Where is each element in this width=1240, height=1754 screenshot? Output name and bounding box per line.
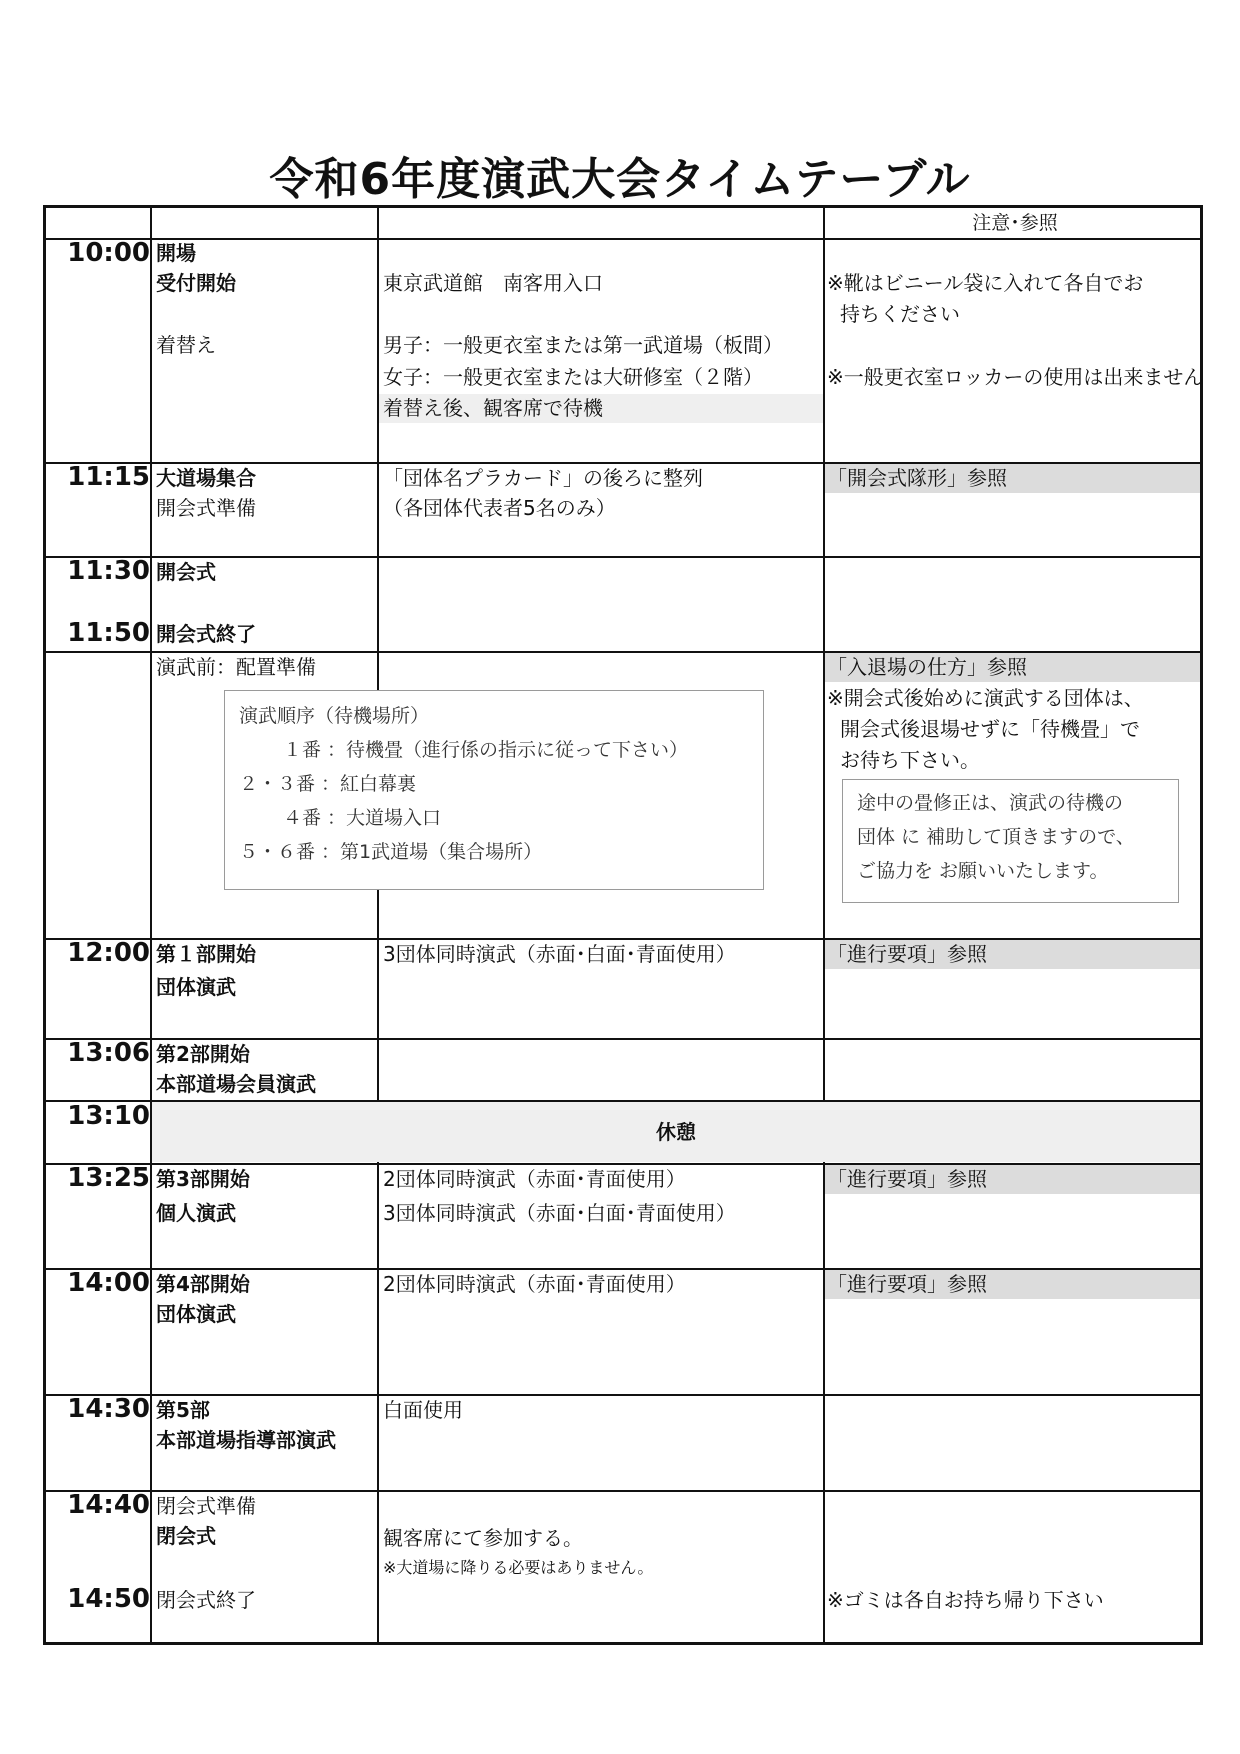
order-line: ２・３番 ：紅白幕裏 <box>239 773 417 795</box>
timetable <box>43 205 1203 1645</box>
detail-text: 女子：一般更衣室または大研修室（２階） <box>383 365 763 389</box>
item-text: 閉会式 <box>156 1524 216 1548</box>
item-text: 第3部開始 <box>156 1167 250 1191</box>
time-label: 11:15 <box>67 462 150 492</box>
page-title: 令和6年度演武大会タイムテーブル <box>269 154 971 205</box>
time-label: 14:40 <box>67 1490 150 1520</box>
item-text: 第5部 <box>156 1398 210 1422</box>
detail-text: 2団体同時演武（赤面･青面使用） <box>383 1167 686 1191</box>
item-text: 団体演武 <box>156 1302 236 1326</box>
time-label: 14:50 <box>67 1584 150 1614</box>
row-divider <box>46 1490 1200 1492</box>
note-text: 「進行要項」参照 <box>827 942 987 966</box>
order-line: ５・６番 ：第1武道場（集合場所） <box>239 841 543 863</box>
detail-text: 3団体同時演武（赤面･白面･青面使用） <box>383 1201 736 1225</box>
header-notes: 注意･参照 <box>972 212 1058 234</box>
note-text: 開会式後退場せずに「待機畳」で <box>840 717 1140 741</box>
note-box-line: 団体 に 補助して頂きますので、 <box>857 826 1135 848</box>
detail-note-text: ※大道場に降りる必要はありません。 <box>383 1558 654 1577</box>
note-text: 「開会式隊形」参照 <box>827 466 1007 490</box>
detail-text: 観客席にて参加する。 <box>383 1526 583 1550</box>
note-box-line: ご協力を お願いいたします。 <box>857 860 1109 882</box>
item-text: 団体演武 <box>156 975 236 999</box>
item-text: 個人演武 <box>156 1201 236 1225</box>
break-label: 休憩 <box>656 1120 696 1144</box>
col-divider-time <box>150 208 152 1642</box>
item-text: 受付開始 <box>156 271 236 295</box>
item-text: 開場 <box>156 241 196 265</box>
detail-text: 2団体同時演武（赤面･青面使用） <box>383 1272 686 1296</box>
time-label: 11:30 <box>67 556 150 586</box>
order-line: １番 ：待機畳（進行係の指示に従って下さい） <box>283 739 689 761</box>
item-text: 第2部開始 <box>156 1042 250 1066</box>
detail-text: 3団体同時演武（赤面･白面･青面使用） <box>383 942 736 966</box>
detail-text: 「団体名プラカード」の後ろに整列 <box>383 466 703 490</box>
item-text: 閉会式準備 <box>156 1494 256 1518</box>
detail-text: 東京武道館 南客用入口 <box>383 271 603 295</box>
row-divider <box>46 1394 1200 1396</box>
time-label: 13:10 <box>67 1101 150 1131</box>
performance-order-box <box>224 690 764 890</box>
detail-text: （各団体代表者5名のみ） <box>383 496 616 520</box>
note-text: 「進行要項」参照 <box>827 1272 987 1296</box>
item-text: 開会式準備 <box>156 496 256 520</box>
item-text: 開会式終了 <box>156 622 256 646</box>
time-label: 13:06 <box>67 1038 150 1068</box>
item-text: 本部道場会員演武 <box>156 1072 316 1096</box>
note-text: ※一般更衣室ロッカーの使用は出来ません <box>827 365 1204 389</box>
note-text: 「進行要項」参照 <box>827 1167 987 1191</box>
note-text: 「入退場の仕方」参照 <box>827 655 1027 679</box>
time-label: 13:25 <box>67 1163 150 1193</box>
note-text: ※開会式後始めに演武する団体は、 <box>827 686 1144 710</box>
time-label: 14:30 <box>67 1394 150 1424</box>
note-box-line: 途中の畳修正は、演武の待機の <box>857 792 1124 814</box>
time-label: 10:00 <box>67 238 150 268</box>
detail-text: 男子：一般更衣室または第一武道場（板間） <box>383 333 783 357</box>
item-text: 大道場集合 <box>156 466 256 490</box>
detail-text: 着替え後、観客席で待機 <box>383 396 603 420</box>
time-label: 11:50 <box>67 618 150 648</box>
item-text: 第4部開始 <box>156 1272 250 1296</box>
item-text: 開会式 <box>156 560 216 584</box>
mat-repair-note-box <box>842 779 1179 903</box>
note-text: ※ゴミは各自お持ち帰り下さい <box>827 1588 1104 1612</box>
time-label: 12:00 <box>67 938 150 968</box>
detail-text: 白面使用 <box>383 1398 463 1422</box>
row-divider <box>46 556 1200 558</box>
col-divider-item <box>377 208 379 1642</box>
item-text: 本部道場指導部演武 <box>156 1428 336 1452</box>
order-line: ４番 ：大道場入口 <box>283 807 442 829</box>
item-text: 着替え <box>156 333 216 357</box>
row-divider <box>46 238 1200 240</box>
item-text: 演武前：配置準備 <box>156 655 316 679</box>
note-text: お待ち下さい。 <box>840 748 980 772</box>
item-text: 第１部開始 <box>156 942 256 966</box>
note-text: ※靴はビニール袋に入れて各自でお <box>827 271 1144 295</box>
col-divider-detail <box>823 208 825 1642</box>
time-label: 14:00 <box>67 1268 150 1298</box>
order-box-title: 演武順序（待機場所） <box>239 705 430 727</box>
row-divider <box>46 1038 1200 1040</box>
note-text: 持ちください <box>840 302 960 326</box>
row-divider <box>46 1100 1200 1102</box>
item-text: 閉会式終了 <box>156 1588 256 1612</box>
